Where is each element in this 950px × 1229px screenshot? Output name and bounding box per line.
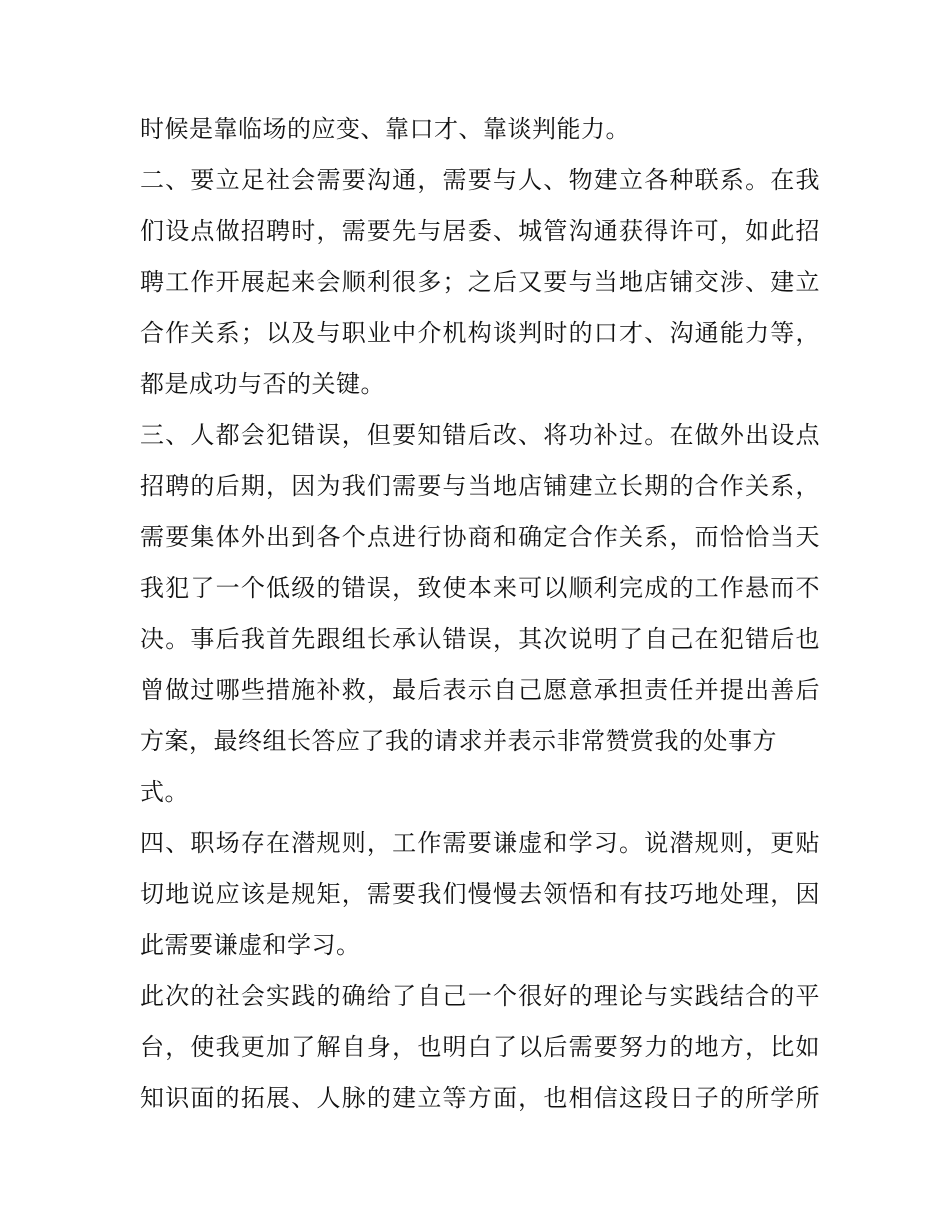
text-line: 切地说应该是规矩，需要我们慢慢去领悟和有技巧地处理，因 <box>140 880 820 908</box>
text-line: 三、人都会犯错误，但要知错后改、将功补过。在做外出设点 <box>140 421 820 449</box>
text-line: 方案，最终组长答应了我的请求并表示非常赞赏我的处事方 <box>140 727 777 755</box>
text-line: 决。事后我首先跟组长承认错误，其次说明了自己在犯错后也 <box>140 625 820 653</box>
text-line: 都是成功与否的关键。 <box>140 370 385 398</box>
text-line: 此需要谦虚和学习。 <box>140 931 361 959</box>
text-line: 二、要立足社会需要沟通，需要与人、物建立各种联系。在我 <box>140 166 820 194</box>
text-line: 需要集体外出到各个点进行协商和确定合作关系，而恰恰当天 <box>140 523 820 551</box>
text-line: 聘工作开展起来会顺利很多；之后又要与当地店铺交涉、建立 <box>140 268 820 296</box>
text-line: 时候是靠临场的应变、靠口才、靠谈判能力。 <box>140 115 630 143</box>
text-line: 此次的社会实践的确给了自己一个很好的理论与实践结合的平 <box>140 982 820 1010</box>
text-line: 合作关系；以及与职业中介机构谈判时的口才、沟通能力等， <box>140 319 820 347</box>
text-line: 台，使我更加了解自身，也明白了以后需要努力的地方，比如 <box>140 1033 820 1061</box>
text-line: 四、职场存在潜规则，工作需要谦虚和学习。说潜规则，更贴 <box>140 829 820 857</box>
text-line: 我犯了一个低级的错误，致使本来可以顺利完成的工作悬而不 <box>140 574 820 602</box>
text-line: 知识面的拓展、人脉的建立等方面，也相信这段日子的所学所 <box>140 1084 820 1112</box>
text-line: 们设点做招聘时，需要先与居委、城管沟通获得许可，如此招 <box>140 217 820 245</box>
text-line: 曾做过哪些措施补救，最后表示自己愿意承担责任并提出善后 <box>140 676 820 704</box>
text-line: 招聘的后期，因为我们需要与当地店铺建立长期的合作关系， <box>140 472 820 500</box>
text-line: 式。 <box>140 778 189 806</box>
